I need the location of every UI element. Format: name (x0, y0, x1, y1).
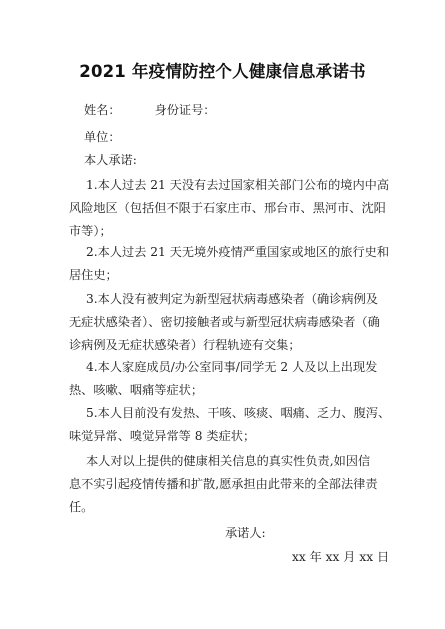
pledge-item-4-line-1: 4.本人家庭成员/办公室同事/同学无 2 人及以上出现发 (86, 360, 378, 374)
id-number-label: 身份证号： (154, 103, 216, 117)
responsibility-statement (69, 450, 384, 519)
pledge-item-3-line-3: 诊病例及无症状感染者）行程轨迹有交集； (69, 338, 301, 352)
date-line: xx 年 xx 月 xx 日 (292, 550, 390, 564)
pledge-item-2-line-2: 居住史； (69, 268, 118, 282)
pledge-item-1 (69, 174, 390, 243)
signer-label: 承诺人: (225, 526, 266, 540)
pledge-item-3 (69, 288, 384, 357)
pledge-item-5 (69, 402, 391, 448)
pledge-intro: 本人承诺: (84, 153, 137, 167)
statement-line-2: 息不实引起疫情传播和扩散,愿承担由此带来的全部法律责 (69, 477, 378, 491)
pledge-item-4 (69, 356, 384, 402)
pledge-item-3-line-1: 3.本人没有被判定为新型冠状病毒感染者（确诊病例及 (86, 292, 378, 306)
unit-label: 单位： (84, 130, 121, 144)
name-label: 姓名： (84, 103, 121, 117)
pledge-item-4-line-2: 热、咳嗽、咽痛等症状； (69, 383, 204, 397)
document-title: 2021 年疫情防控个人健康信息承诺书 (79, 62, 366, 81)
pledge-item-2 (69, 241, 390, 287)
statement-line-1: 本人对以上提供的健康相关信息的真实性负责,如因信 (86, 454, 371, 468)
pledge-item-1-line-3: 市等）； (69, 224, 112, 238)
pledge-item-3-line-2: 无症状感染者）、密切接触者或与新型冠状病毒感染者（确 (69, 315, 380, 329)
unit-field-row (84, 128, 121, 145)
statement-line-3: 任。 (69, 500, 94, 514)
pledge-item-1-line-2: 风险地区（包括但不限于石家庄市、邢台市、黑河市、沈阳 (69, 201, 386, 215)
pledge-item-5-line-1: 5.本人目前没有发热、干咳、咳痰、咽痛、乏力、腹泻、 (86, 406, 391, 420)
pledge-item-1-line-1: 1.本人过去 21 天没有去过国家相关部门公布的境内中高 (86, 178, 390, 192)
pledge-item-2-line-1: 2.本人过去 21 天无境外疫情严重国家或地区的旅行史和 (86, 245, 390, 259)
pledge-item-5-line-2: 味觉异常、嗅觉异常等 8 类症状； (69, 429, 256, 443)
personal-fields-row (84, 101, 216, 118)
